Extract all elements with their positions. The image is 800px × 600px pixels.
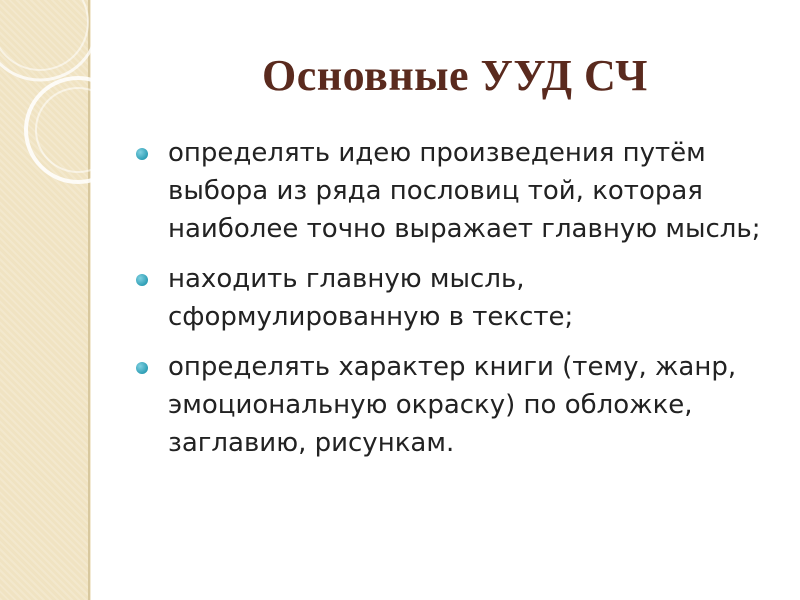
bullet-item <box>130 348 780 462</box>
bullet-list <box>130 134 780 474</box>
bullet-text: определять идею произведения путём выбора из ряда пословиц той, которая наиболее точно выражает главную мысль; <box>168 138 761 244</box>
bullet-item <box>130 134 780 248</box>
circle-bullet-icon <box>136 362 148 374</box>
circle-bullet-icon <box>136 274 148 286</box>
circle-bullet-icon <box>136 148 148 160</box>
slide-title: Основные УУД СЧ <box>262 51 648 100</box>
bullet-text: определять характер книги (тему, жанр, эмоциональную окраску) по обложке, заглавию, рисункам. <box>168 352 737 458</box>
bullet-item <box>130 260 780 336</box>
bullet-text: находить главную мысль, сформулированную в тексте; <box>168 264 574 332</box>
